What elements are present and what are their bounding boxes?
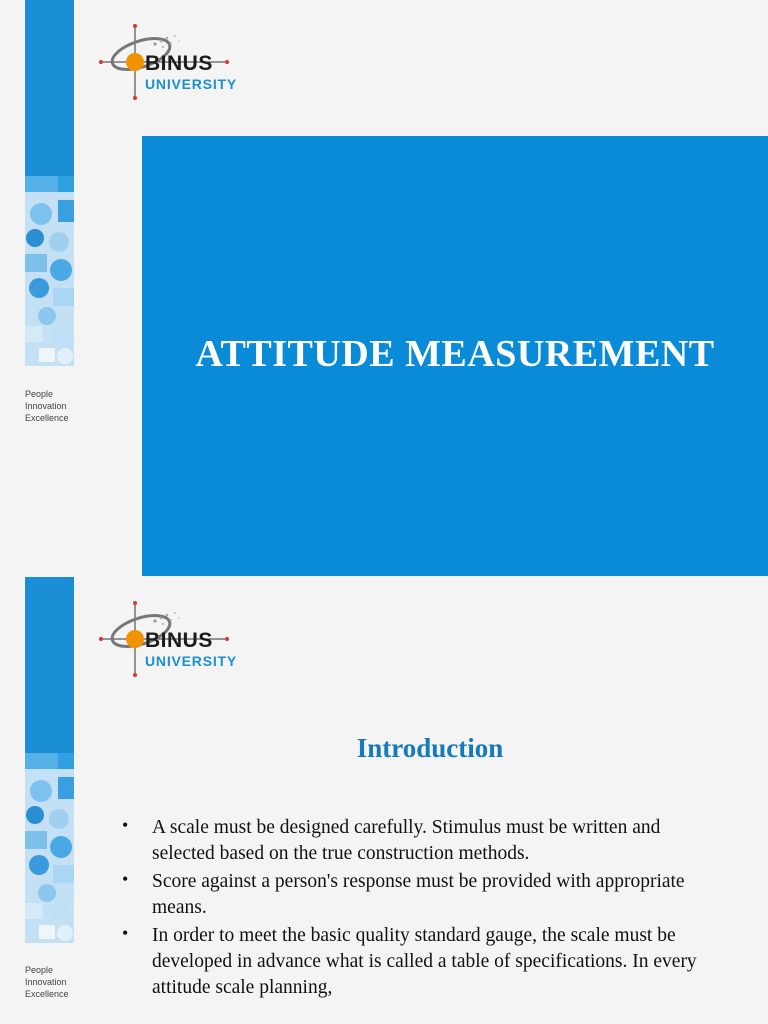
strip-solid-band [25, 577, 74, 757]
bullet-text: Score against a person's response must be provided with appropriate means. [152, 871, 685, 918]
strip-pattern [25, 176, 74, 366]
tagline-line: People [25, 389, 54, 399]
list-item [120, 815, 700, 867]
bullet-text: In order to meet the basic quality standard gauge, the scale must be developed in advance what is called a table of specifications. In every attitude scale planning, [152, 925, 697, 998]
logo-subtitle: UNIVERSITY [145, 76, 238, 92]
tagline-line: Excellence [25, 989, 69, 999]
binus-logo [97, 599, 257, 679]
bullet-icon: • [122, 869, 129, 889]
slide-heading: Introduction [356, 733, 504, 763]
slide-title: ATTITUDE MEASUREMENT [195, 333, 715, 375]
bullet-text: A scale must be designed carefully. Stimulus must be written and selected based on the true construction methods. [152, 817, 661, 864]
tagline-line: Innovation [25, 401, 67, 411]
tagline-line: People [25, 965, 54, 975]
logo-subtitle: UNIVERSITY [145, 653, 238, 669]
list-item [120, 869, 700, 921]
tagline-line: Innovation [25, 977, 67, 987]
title-panel [142, 136, 768, 576]
tagline-line: Excellence [25, 413, 69, 423]
tagline [25, 388, 69, 424]
bullet-list [120, 815, 700, 1003]
tagline [25, 964, 69, 1000]
logo-wordmark: BINUS [145, 52, 213, 75]
strip-pattern [25, 753, 74, 943]
logo-wordmark: BINUS [145, 629, 213, 652]
strip-solid-band [25, 0, 74, 180]
bullet-icon: • [122, 815, 129, 835]
list-item [120, 923, 700, 1001]
binus-logo [97, 22, 257, 102]
bullet-icon: • [122, 923, 129, 943]
content-slide [0, 577, 768, 1024]
